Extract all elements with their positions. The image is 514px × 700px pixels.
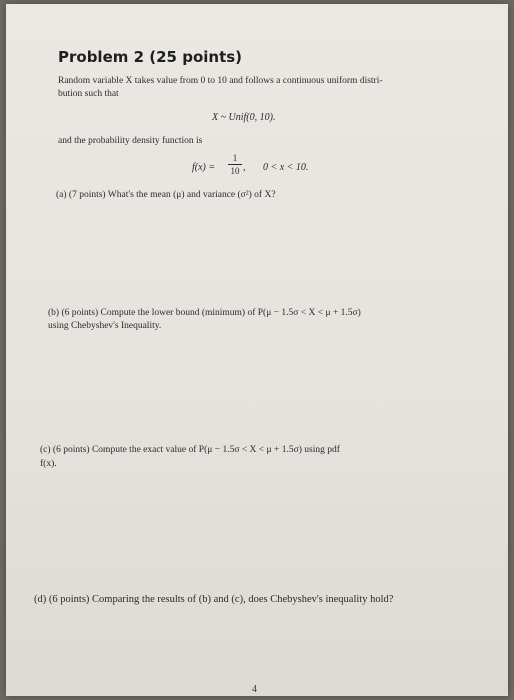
pdf-fraction-denominator: 10: [230, 166, 240, 176]
page-number: 4: [252, 684, 257, 695]
question-a: (a) (7 points) What's the mean (μ) and variance (σ²) of X?: [56, 190, 276, 200]
question-c-line-2: f(x).: [40, 459, 57, 469]
intro-line-2: bution such that: [58, 89, 119, 99]
distribution-equation: X ~ Unif(0, 10).: [212, 112, 276, 123]
pdf-lhs: f(x) =: [192, 162, 216, 173]
question-d: (d) (6 points) Comparing the results of (b) and (c), does Chebyshev's inequality hold?: [34, 594, 394, 605]
question-b-line-1: (b) (6 points) Compute the lower bound (minimum) of P(μ − 1.5σ < X < μ + 1.5σ): [48, 308, 361, 318]
pdf-separator: ,: [243, 162, 246, 173]
question-c-line-1: (c) (6 points) Compute the exact value of P(μ − 1.5σ < X < μ + 1.5σ) using pdf: [40, 445, 340, 455]
pdf-intro-text: and the probability density function is: [58, 136, 203, 146]
intro-line-1: Random variable X takes value from 0 to 10 and follows a continuous uniform distri-: [58, 76, 383, 86]
question-b-line-2: using Chebyshev's Inequality.: [48, 321, 162, 331]
pdf-fraction: [228, 153, 242, 176]
paper-sheet: [6, 4, 508, 696]
problem-title: Problem 2 (25 points): [58, 48, 243, 66]
pdf-fraction-numerator: 1: [232, 153, 238, 163]
fraction-bar: [228, 164, 242, 165]
pdf-domain: 0 < x < 10.: [263, 162, 309, 173]
